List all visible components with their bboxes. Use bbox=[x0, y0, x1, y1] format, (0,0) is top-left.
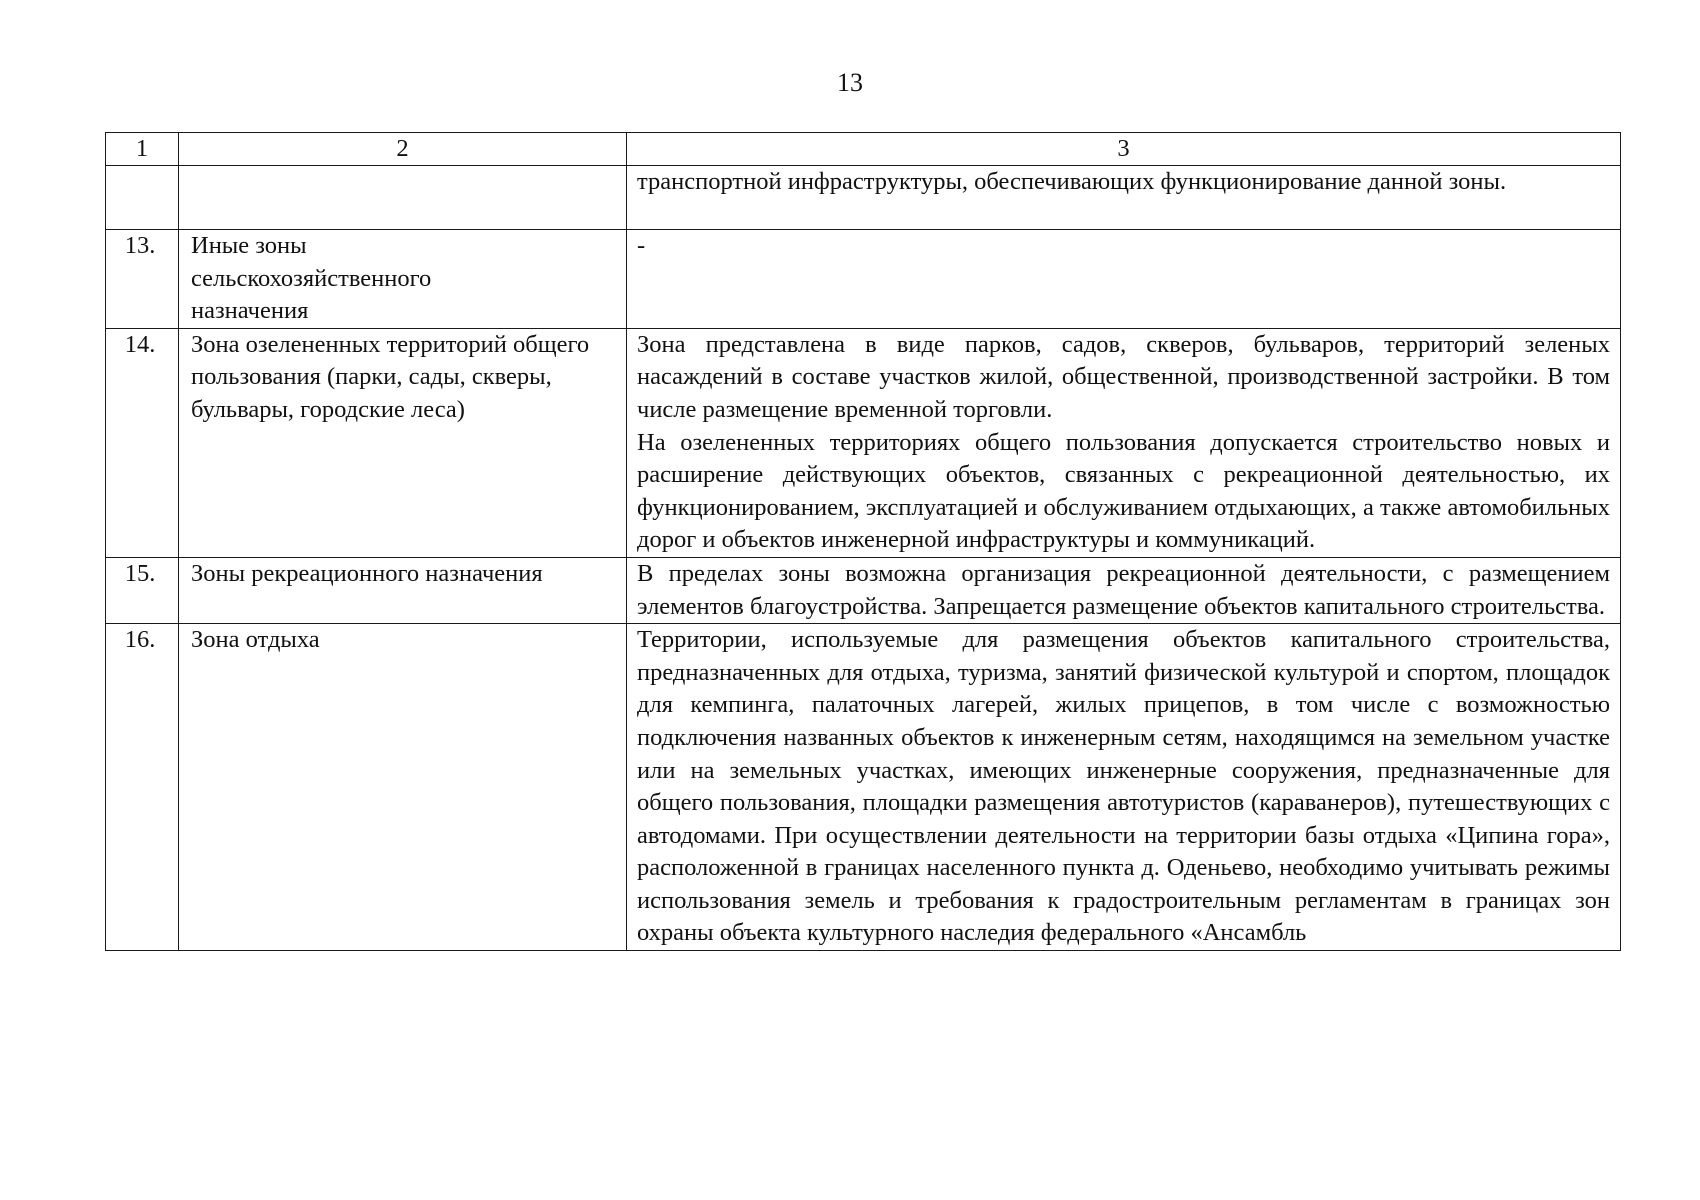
description-paragraph: транспортной инфраструктуры, обеспечивающих функционирование данной зоны. bbox=[637, 168, 1507, 195]
table-row bbox=[106, 557, 1621, 623]
row-number: 14. bbox=[106, 328, 179, 557]
zone-description bbox=[627, 624, 1621, 951]
table-row bbox=[106, 166, 1621, 230]
column-header-1: 1 bbox=[106, 133, 179, 166]
zone-name: Зона озелененных территорий общего пользования (парки, сады, скверы, бульвары, городские леса) bbox=[179, 328, 627, 557]
description-paragraph: Зона представлена в виде парков, садов, скверов, бульваров, территорий зеленых насаждений в составе участков жилой, общественной, производственной застройки. В том числе размещение временной торговли. bbox=[637, 330, 1610, 423]
zone-description bbox=[627, 230, 1621, 329]
description-paragraph: В пределах зоны возможна организация рекреационной деятельности, с размещением элементов благоустройства. Запрещается размещение объектов капитального строительства. bbox=[637, 559, 1610, 620]
row-number: 13. bbox=[106, 230, 179, 329]
table-row bbox=[106, 624, 1621, 951]
table-header-row bbox=[106, 133, 1621, 166]
zone-description bbox=[627, 328, 1621, 557]
table-row bbox=[106, 230, 1621, 329]
column-header-3: 3 bbox=[627, 133, 1621, 166]
description-paragraph: На озелененных территориях общего пользования допускается строительство новых и расширение действующих объектов, связанных с рекреационной деятельностью, их функционированием, эксплуатацией и обслуживанием отдыхающих, а также автомобильных дорог и объектов инженерной инфраструктуры и коммуникаций. bbox=[637, 428, 1610, 554]
zone-name: Зона отдыха bbox=[179, 624, 627, 951]
zone-name bbox=[179, 166, 627, 230]
description-paragraph: Территории, используемые для размещения объектов капитального строительства, предназначенных для отдыха, туризма, занятий физической культурой и спортом, площадок для кемпинга, палаточных лагерей, жилых прицепов, в том числе с возможностью подключения названных объектов к инженерным сетям, находящимся на земельном участке или на земельных участках, имеющих инженерные сооружения, предназначенные для общего пользования, площадки размещения автотуристов (караванеров), путешествующих с автодомами. При осуществлении деятельности на территории базы отдыха «Ципина гора», расположенной в границах населенного пункта д. Оденьево, необходимо учитывать режимы использования земель и требования к градостроительным регламентам в границах зон охраны объекта культурного наследия федерального «Ансамбль bbox=[637, 626, 1610, 947]
zone-description bbox=[627, 166, 1621, 230]
zone-name: Иные зоны сельскохозяйственного назначения bbox=[179, 230, 627, 329]
zone-name: Зоны рекреационного назначения bbox=[179, 557, 627, 623]
row-number: 16. bbox=[106, 624, 179, 951]
table-row bbox=[106, 328, 1621, 557]
page-number: 13 bbox=[837, 68, 863, 97]
row-number: 15. bbox=[106, 557, 179, 623]
row-number bbox=[106, 166, 179, 230]
column-header-2: 2 bbox=[179, 133, 627, 166]
zone-description bbox=[627, 557, 1621, 623]
description-paragraph: - bbox=[637, 232, 646, 259]
zones-table bbox=[105, 132, 1621, 951]
